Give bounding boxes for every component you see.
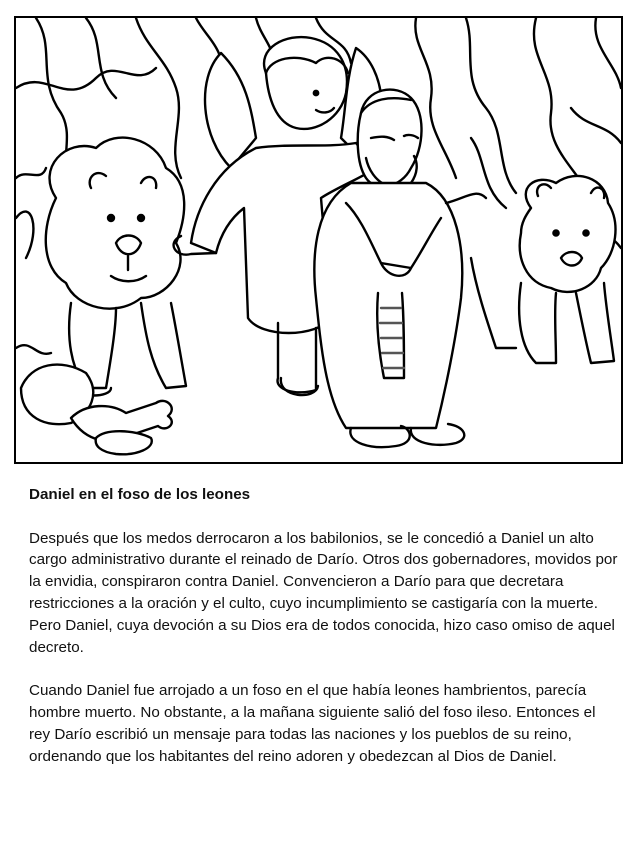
daniel-lions-den-drawing: [16, 18, 621, 462]
story-paragraph-1: Después que los medos derrocaron a los babilonios, se le concedió a Daniel un alto cargo administrativo durante el reinado de Darío. Otros dos gobernadores, movidos por la envidia, conspiraron contra Daniel. Convencieron a Darío para que decretara restricciones a la oración y el culto, cuyo incumplimiento se castigaría con la muerte. Pero Daniel, cuya devoción a su Dios era de todos conocida, hizo caso omiso de aquel decreto.: [29, 529, 618, 656]
lion-left: [46, 138, 186, 396]
lion-right: [471, 176, 615, 363]
paragraph-spacer: [29, 658, 619, 680]
coloring-illustration: [14, 16, 623, 464]
story-text-block: [29, 484, 619, 767]
story-title: Daniel en el foso de los leones: [29, 486, 251, 503]
rock-and-bones: [21, 365, 172, 455]
daniel-figure: [314, 90, 486, 448]
story-paragraph-2: Cuando Daniel fue arrojado a un foso en el que había leones hambrientos, parecía hombre muerto. No obstante, a la mañana siguiente salió del foso ileso. Entonces el rey Darío escribió un mensaje para todas las naciones y los pueblos de su reino, ordenando que los habitantes del reino adoren y obedezcan al Dios de Daniel.: [29, 682, 596, 765]
title-spacer: [29, 506, 619, 528]
